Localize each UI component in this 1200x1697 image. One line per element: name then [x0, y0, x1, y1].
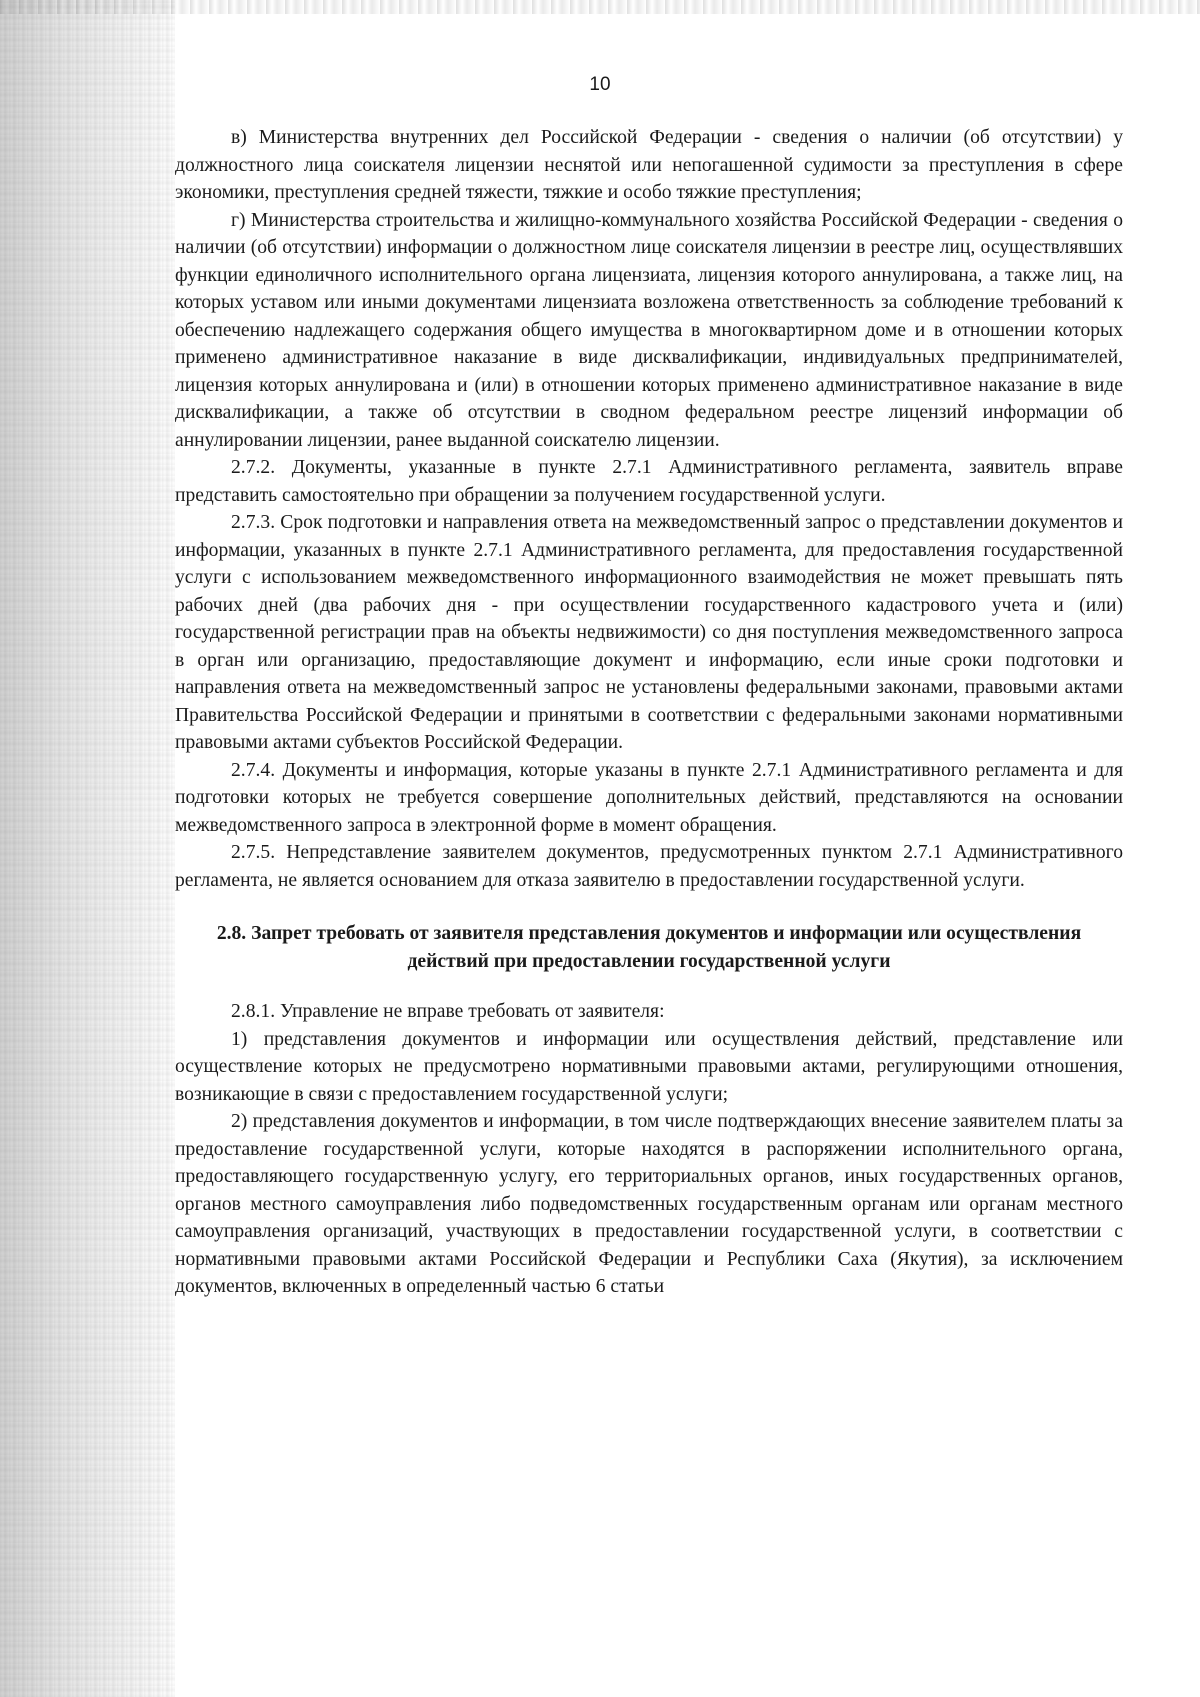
paragraph-2-7-5: 2.7.5. Непредставление заявителем документов, предусмотренных пунктом 2.7.1 Административного регламента, не является основанием для отказа заявителю в предоставлении государственной услуги. — [175, 842, 1123, 891]
scan-shadow-left — [0, 0, 175, 1697]
paragraph-item-1: 1) представления документов и информации или осуществления действий, представление или осуществление которых не предусмотрено нормативными правовыми актами, регулирующими отношения, возникающие в связи с предоставлением государственной услуги; — [175, 1028, 1123, 1105]
page-number: 10 — [589, 74, 611, 95]
section-heading-2-8: 2.8. Запрет требовать от заявителя представления документов и информации или осуществления действий при предоставлении государственной услуги — [216, 923, 1082, 972]
paragraph-3v-mvd: в) Министерства внутренних дел Российской Федерации - сведения о наличии (об отсутствии) у должностного лица соискателя лицензии неснятой или непогашенной судимости за преступления в сфере экономики, преступления средней тяжести, тяжкие и особо тяжкие преступления; — [175, 127, 1123, 203]
paragraph-2-8-1: 2.8.1. Управление не вправе требовать от заявителя: — [231, 1001, 665, 1022]
paragraph-2-7-3: 2.7.3. Срок подготовки и направления ответа на межведомственный запрос о представлении документов и информации, указанных в пункте 2.7.1 Административного регламента, для предоставления государственной услуги с использованием межведомственного информационного взаимодействия не может превышать пять рабочих дней (два рабочих дня - при осуществлении государственного кадастрового учета и (или) государственной регистрации прав на объекты недвижимости) со дня поступления межведомственного запроса в орган или организацию, предоставляющие документ и информацию, если иные сроки подготовки и направления ответа на межведомственный запрос не установлены федеральными законами, правовыми актами Правительства Российской Федерации и принятыми в соответствии с федеральными законами нормативными правовыми актами субъектов Российской Федерации. — [175, 512, 1123, 753]
paragraph-3g-minstroy: г) Министерства строительства и жилищно-коммунального хозяйства Российской Федерации - сведения о наличии (об отсутствии) информации о должностном лице соискателя лицензии в реестре лиц, осуществлявших функции единоличного исполнительного органа лицензиата, лицензия которого аннулирована, а также лиц, на которых уставом или иными документами лицензиата возложена ответственность за соблюдение требований к обеспечению надлежащего содержания общего имущества в многоквартирном доме и в отношении которых применено административное наказание в виде дисквалификации, индивидуальных предпринимателей, лицензия которых аннулирована и (или) в отношении которых применено административное наказание в виде дисквалификации, а также об отсутствии в сводном федеральном реестре лицензий информации об аннулировании лицензии, ранее выданной соискателю лицензии. — [175, 209, 1123, 451]
paragraph-item-2: 2) представления документов и информации, в том числе подтверждающих внесение заявителем платы за предоставление государственной услуги, которые находятся в распоряжении исполнительного органа, предоставляющего государственную услугу, его территориальных органов, иных государственных органов, органов местного самоуправления либо подведомственных государственным органам или органам местного самоуправления организаций, участвующих в предоставлении государственной услуги, в соответствии с нормативными правовыми актами Российской Федерации и Республики Саха (Якутия), за исключением документов, включенных в определенный частью 6 статьи — [175, 1111, 1123, 1297]
scan-shadow-top — [0, 0, 1200, 14]
paragraph-2-7-4: 2.7.4. Документы и информация, которые указаны в пункте 2.7.1 Административного регламента и для подготовки которых не требуется совершение дополнительных действий, представляются на основании межведомственного запроса в электронной форме в момент обращения. — [175, 759, 1123, 836]
paragraph-2-7-2: 2.7.2. Документы, указанные в пункте 2.7.1 Административного регламента, заявитель вправе представить самостоятельно при обращении за получением государственной услуги. — [175, 457, 1123, 506]
document-body — [175, 124, 1123, 1301]
